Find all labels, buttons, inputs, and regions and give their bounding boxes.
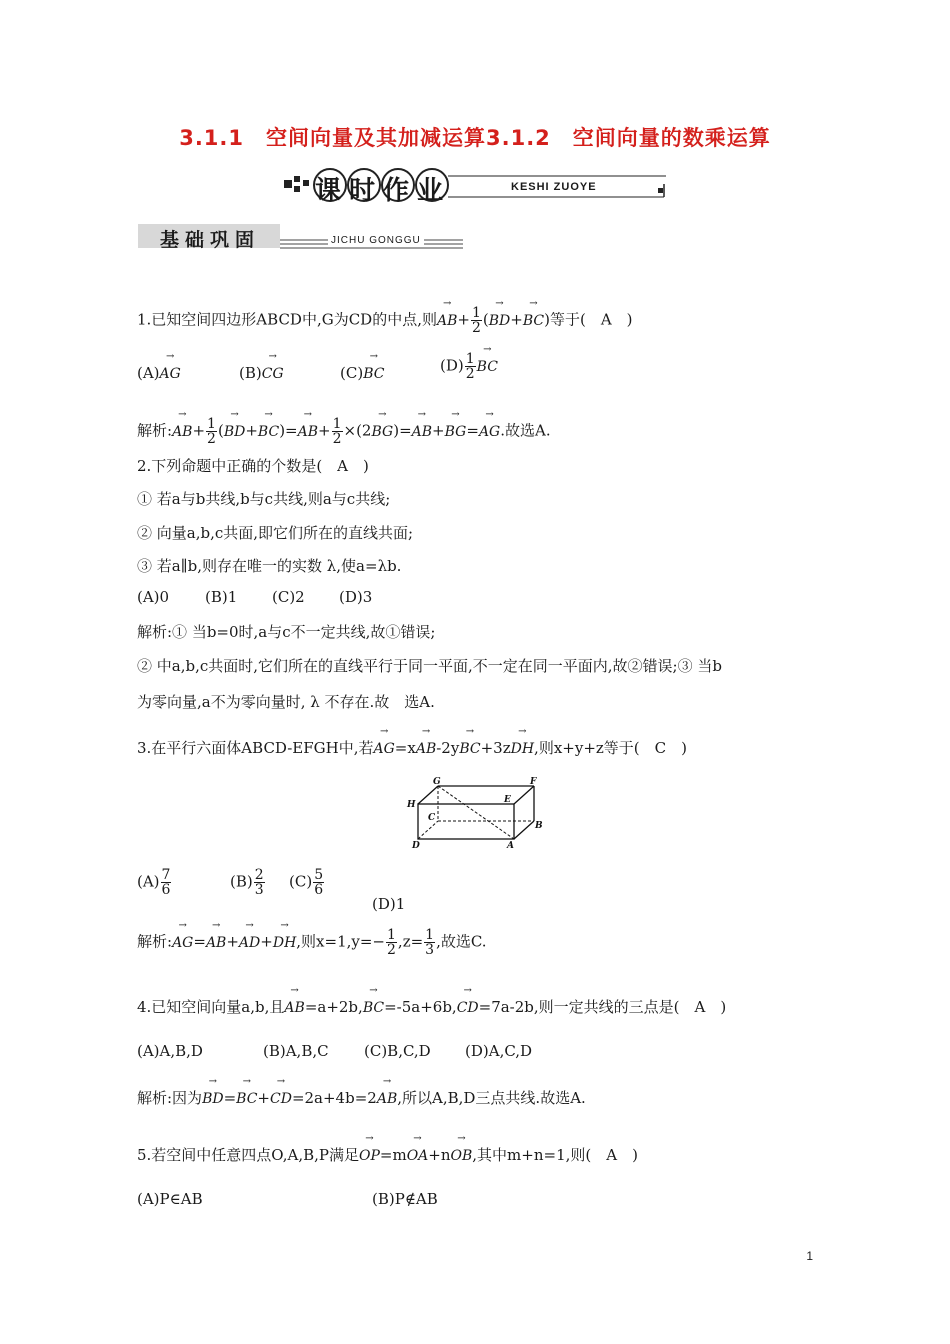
q3-option-b: (B) $\frac{2}{3}$ bbox=[230, 867, 264, 898]
label-C: C bbox=[428, 813, 436, 823]
label-F: F bbox=[530, 777, 537, 787]
q3-option-d: (D)1 bbox=[372, 895, 406, 913]
q2-item-3: ③ 若a∥b,则存在唯一的实数 λ,使a=λb. bbox=[137, 557, 402, 575]
section-label: 基础巩固 bbox=[160, 229, 261, 251]
q4-stem: 4.已知空间向量a,b,且→ AB=a+2b,→ BC=-5a+6b,→ CD=7a-2b,则一定共线的三点是( A ) bbox=[137, 996, 726, 1017]
q2-solution-2: ② 中a,b,c共面时,它们所在的直线平行于同一平面,不一定在同一平面内,故②错误;③ 当b bbox=[137, 657, 722, 675]
q4-option-d: (D)A,C,D bbox=[465, 1042, 533, 1060]
q5-option-b: (B)P∉AB bbox=[372, 1190, 438, 1208]
q1-option-d: (D) $\frac{1}{2}$ → BC bbox=[440, 352, 498, 381]
label-H: H bbox=[407, 800, 416, 810]
section-pinyin: JICHU GONGGU bbox=[328, 235, 424, 246]
q5-stem: 5.若空间中任意四点O,A,B,P满足→ OP=m→ OA+n→ OB,其中m+n=1,则( A ) bbox=[137, 1144, 638, 1165]
banner-label: 课时作业 bbox=[315, 176, 452, 206]
q2-item-1: ① 若a与b共线,b与c共线,则a与c共线; bbox=[137, 490, 391, 508]
vector-BD: → BD bbox=[489, 313, 511, 329]
q1-option-a: (A)→ AG bbox=[137, 364, 181, 382]
label-B: B bbox=[535, 821, 543, 831]
q4-option-c: (C)B,C,D bbox=[364, 1042, 431, 1060]
q1-stem-text: 1.已知空间四边形ABCD中,G为CD的中点,则 bbox=[137, 310, 437, 329]
q2-option-b: (B)1 bbox=[205, 588, 238, 606]
q4-option-a: (A)A,B,D bbox=[137, 1042, 203, 1060]
q3-option-c: (C) $\frac{5}{6}$ bbox=[289, 867, 324, 898]
q5-option-a: (A)P∈AB bbox=[137, 1190, 203, 1208]
page-number: 1 bbox=[806, 1249, 813, 1263]
q2-item-2: ② 向量a,b,c共面,即它们所在的直线共面; bbox=[137, 524, 414, 542]
q2-solution-3: 为零向量,a不为零向量时, λ 不存在.故 选A. bbox=[137, 693, 435, 711]
fraction-one-half: $\frac{1}{2}$ bbox=[471, 305, 481, 336]
q2-solution-1: 解析:① 当b=0时,a与c不一定共线,故①错误; bbox=[137, 623, 436, 641]
q2-stem: 2.下列命题中正确的个数是( A ) bbox=[137, 457, 369, 475]
q1-stem: 1.已知空间四边形ABCD中,G为CD的中点,则→ AB+ $\frac{1}{2}$ (→ BD+→ BC)等于( A ) bbox=[137, 306, 633, 335]
q2-option-a: (A)0 bbox=[137, 588, 170, 606]
q1-option-b: (B)→ CG bbox=[239, 364, 284, 382]
vector-AB: → AB bbox=[437, 313, 457, 329]
page-title: 3.1.1 空间向量及其加减运算3.1.2 空间向量的数乘运算 bbox=[179, 126, 771, 150]
banner-keshi-zuoye bbox=[278, 166, 668, 206]
q3-solution: 解析:→ AG=→ AB+→ AD+→ DH,则x=1,y=− $\frac{1}{2}$ ,z= $\frac{1}{3}$ ,故选C. bbox=[137, 928, 487, 957]
label-G: G bbox=[433, 777, 441, 787]
q4-solution: 解析:因为→ BD=→ BC+→ CD=2a+4b=2→ AB,所以A,B,D三点共线.故选A. bbox=[137, 1087, 586, 1108]
banner-pinyin: KESHI ZUOYE bbox=[511, 181, 597, 193]
label-A: A bbox=[507, 841, 514, 851]
section-jichu-gonggu bbox=[138, 224, 468, 254]
q1-solution: 解析:→ AB+ $\frac{1}{2}$ (→ BD+→ BC)=→ AB+ $\frac{1}{2}$ ×(2→ BG)=→ AB+→ BG=→ AG.故选A. bbox=[137, 417, 551, 446]
q3-option-a: (A) $\frac{7}{6}$ bbox=[137, 867, 171, 898]
parallelepiped-figure bbox=[400, 776, 550, 852]
label-E: E bbox=[504, 795, 511, 805]
q2-option-d: (D)3 bbox=[339, 588, 373, 606]
q4-option-b: (B)A,B,C bbox=[263, 1042, 329, 1060]
q1-stem-end: 等于( A ) bbox=[549, 310, 633, 329]
q3-stem: 3.在平行六面体ABCD-EFGH中,若→ AG=x→ AB-2y→ BC+3z→ DH,则x+y+z等于( C ) bbox=[137, 737, 687, 758]
vector-BC: → BC bbox=[523, 313, 544, 329]
q2-option-c: (C)2 bbox=[272, 588, 305, 606]
q1-option-c: (C)→ BC bbox=[340, 364, 384, 382]
label-D: D bbox=[412, 841, 420, 851]
